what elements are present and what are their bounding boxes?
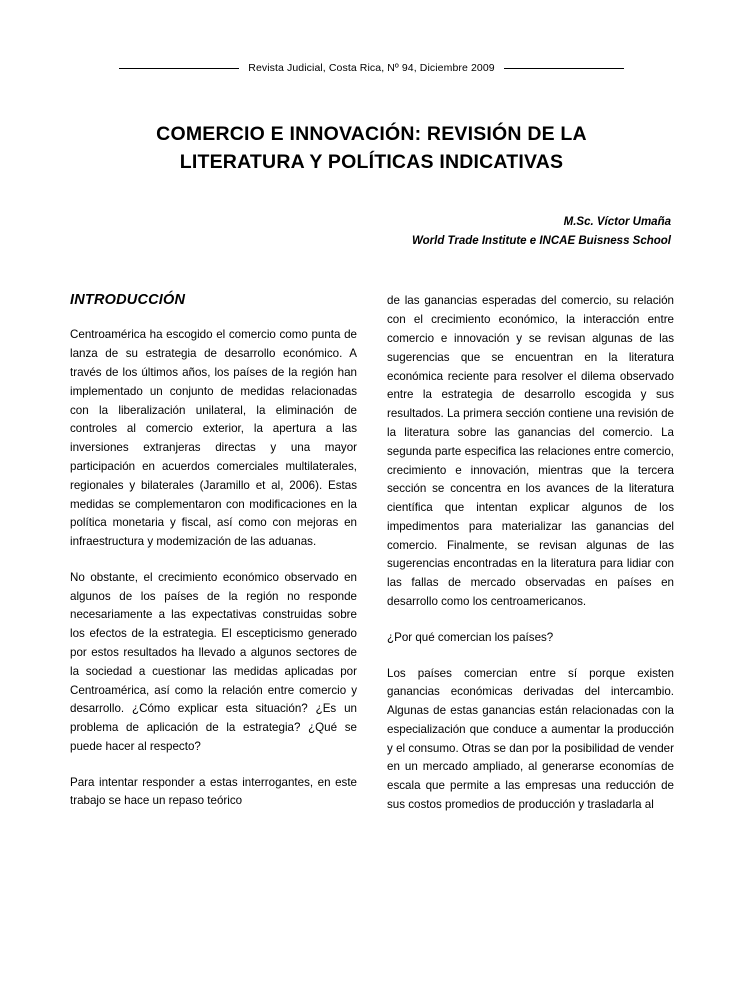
left-column [70,292,357,811]
paragraph: Para intentar responder a estas interrogantes, en este trabajo se hace un repaso teórico [70,775,357,808]
right-column [387,292,674,814]
byline-affiliation: World Trade Institute e INCAE Buisness School [411,234,671,247]
page-title [90,120,653,177]
running-head-rule-left [119,68,239,69]
paragraph: Centroamérica ha escogido el comercio como punta de lanza de su estrategia de desarrollo económico. A través de los últimos años, los países de la región han implementado un conjunto de medidas relacionadas con la liberalización unilateral, la eliminación de controles al comercio exterior, la apertura a las inversiones extranjeras directas y una mayor participación en acuerdos comerciales multilaterales, regionales y bilaterales (Jaramillo et al, 2006). Estas medidas se complementaron con modificaciones en la política monetaria y fiscal, así como con mejoras en infraestructura y modemización de las aduanas. [70,328,357,549]
body-columns [70,292,673,814]
running-head-text: Revista Judicial, Costa Rica, Nº 94, Diciembre 2009 [248,62,495,74]
section-heading-introduccion: INTRODUCCIÓN [70,292,186,309]
byline-author: M.Sc. Víctor Umaña [563,215,671,228]
running-head-rule-right [504,68,624,69]
paragraph: de las ganancias esperadas del comercio, su relación con el crecimiento económico, la interacción entre comercio e innovación y se revisan algunas de las sugerencias que se encuentran en la literatura económica reciente para resolver el dilema observado entre la estrategia de desarrollo escogida y sus resultados. La primera sección contiene una revisión de la literatura sobre las ganancias del comercio. La segunda parte especifica las relaciones entre comercio, crecimiento e innovación, mientras que la tercera sección se concentra en los avances de la literatura científica que intentan explicar algunos de los impedimentos para materializar las ganancias del comercio. Finalmente, se revisan algunas de las sugerencias encontradas en la literatura para lidiar con las fallas de mercado observadas en países en desarrollo como los centroamericanos. [387,294,674,608]
paragraph: Los países comercian entre sí porque existen ganancias económicas derivadas del intercambio. Algunas de estas ganancias están relacionadas con la especialización que conduce a aumentar la producción y el consumo. Otras se dan por la posibilidad de vender en un mercado ampliado, al generarse economías de escala que permite a las empresas una reducción de sus costos promedios de producción y trasladarla al [387,666,674,811]
paragraph: No obstante, el crecimiento económico observado en algunos de los países de la región no responde necesariamente a las expectativas construidas sobre los efectos de la estrategia. El escepticismo generado por estos resultados ha llevado a algunos sectores de la sociedad a cuestionar las medidas aplicadas por Centroamérica, así como la relación entre comercio y desarrollo. ¿Cómo explicar esta situación? ¿Es un problema de aplicación de la estrategia? ¿Qué se puede hacer al respecto? [70,570,357,753]
byline [70,213,673,251]
page-title-line-2: LITERATURA Y POLÍTICAS INDICATIVAS [179,151,564,174]
page-title-line-1: COMERCIO E INNOVACIÓN: REVISIÓN DE LA [156,123,587,145]
subheading-question: ¿Por qué comercian los países? [387,630,554,644]
running-head [70,62,673,74]
